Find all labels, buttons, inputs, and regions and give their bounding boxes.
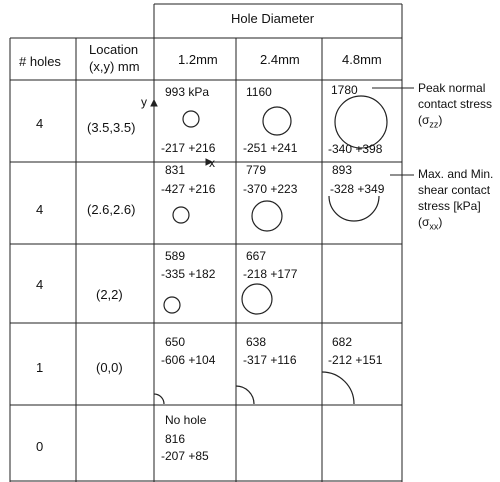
x-axis-label: x (209, 156, 215, 170)
hole-circle-r1-c3 (335, 96, 387, 148)
row4-c2-peak: 638 (246, 335, 267, 349)
row1-location: (3.5,3.5) (87, 120, 136, 135)
row2-c3-shear: -328 +349 (330, 182, 385, 196)
row1-num-holes: 4 (36, 116, 44, 131)
legend-peak-line2: contact stress (418, 97, 493, 111)
hole-arc-r4-c3 (322, 372, 354, 404)
row4-c1-peak: 650 (165, 335, 186, 349)
hole-circle-r2-c2 (252, 201, 282, 231)
legend-shear-symbol: $(\sigma_{xx})$ (418, 215, 443, 232)
row4-c3-shear: -212 +151 (328, 353, 383, 367)
row5-c1-note: No hole (165, 413, 207, 427)
legend-peak-line1: Peak normal (418, 81, 486, 95)
diameter-header-1: 1.2mm (178, 52, 218, 67)
row2-c2-peak: 779 (246, 163, 267, 177)
hole-arc-r4-c2 (236, 386, 254, 404)
row3-location: (2,2) (96, 287, 123, 302)
row2-c3-peak: 893 (332, 163, 353, 177)
row4-location: (0,0) (96, 360, 123, 375)
row5-c1-peak: 816 (165, 432, 186, 446)
row2-c2-shear: -370 +223 (243, 182, 298, 196)
row3-c1-peak: 589 (165, 249, 186, 263)
y-axis-label: y (141, 95, 147, 109)
location-header-line1: Location (89, 42, 139, 57)
row4-c2-shear: -317 +116 (243, 353, 297, 367)
row1-c3-shear: -340 +398 (328, 142, 383, 156)
row3-num-holes: 4 (36, 277, 44, 292)
num-holes-header: # holes (19, 54, 61, 69)
row4-c1-shear: -606 +104 (161, 353, 216, 367)
hole-arc-r2-c3 (329, 196, 379, 221)
row4-c3-peak: 682 (332, 335, 353, 349)
hole-circle-r2-c1 (173, 207, 189, 223)
row2-location: (2.6,2.6) (87, 202, 136, 217)
hole-circle-r1-c1 (183, 111, 199, 127)
legend-peak-normal (418, 80, 492, 132)
row5-num-holes: 0 (36, 439, 44, 454)
row1-c2-shear: -251 +241 (243, 141, 298, 155)
row3-c2-shear: -218 +177 (243, 267, 298, 281)
row2-num-holes: 4 (36, 202, 44, 217)
diameter-header-2: 2.4mm (260, 52, 300, 67)
diameter-header-3: 4.8mm (342, 52, 382, 67)
location-header-line2: (x,y) mm (89, 59, 140, 74)
legend-shear (418, 166, 493, 234)
hole-circle-r1-c2 (263, 107, 291, 135)
row4-num-holes: 1 (36, 360, 44, 375)
row3-c2-peak: 667 (246, 249, 267, 263)
hole-circle-r3-c1 (164, 297, 180, 313)
hole-circle-r3-c2 (242, 284, 272, 314)
legend-peak-symbol: $(\sigma_{zz})$ (418, 113, 443, 130)
legend-shear-line2: shear contact (418, 183, 491, 197)
axis-arrows (151, 100, 212, 165)
row5-c1-shear: -207 +85 (161, 449, 209, 463)
row1-c1-shear: -217 +216 (161, 141, 216, 155)
hole-diameter-header: Hole Diameter (231, 11, 315, 26)
row1-c1-peak: 993 kPa (165, 85, 210, 99)
row2-c1-peak: 831 (165, 163, 186, 177)
row1-c3-peak: 1780 (331, 83, 358, 97)
row2-c1-shear: -427 +216 (161, 182, 216, 196)
row1-c2-peak: 1160 (246, 85, 272, 99)
row3-c1-shear: -335 +182 (161, 267, 216, 281)
hole-arc-r4-c1 (154, 394, 164, 404)
legend-shear-line1: Max. and Min. (418, 167, 494, 181)
legend-shear-line3: stress [kPa] (418, 199, 481, 213)
